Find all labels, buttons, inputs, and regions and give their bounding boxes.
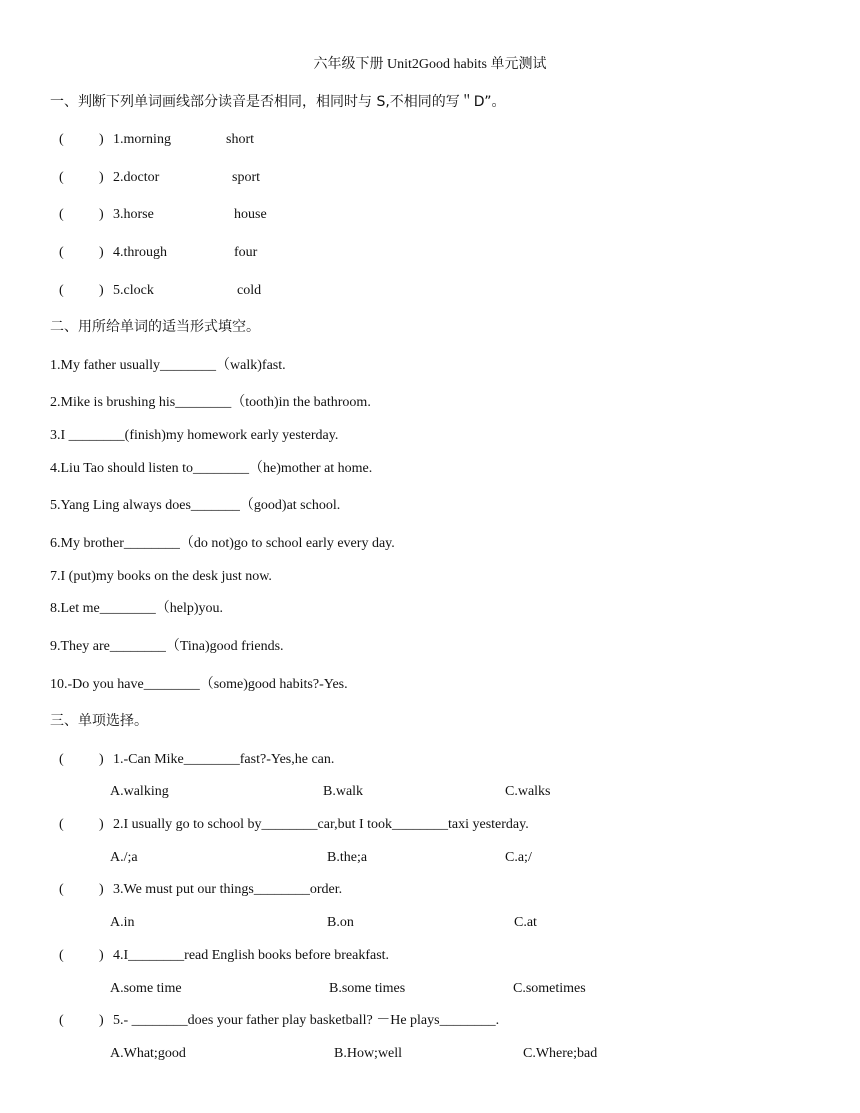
answer-paren: ( ) [59, 207, 104, 222]
option-c: C.Where;bad [523, 1046, 598, 1061]
pronunciation-word2: short [226, 132, 254, 147]
mc-question: 4.I________read English books before breakfast. [113, 948, 390, 963]
part2-heading: 二、用所给单词的适当形式填空。 [50, 319, 260, 335]
fill-blank-item: 5.Yang Ling always does_______（good)at school. [50, 498, 341, 513]
page-title: 六年级下册 Unit2Good habits 单元测试 [313, 57, 547, 72]
answer-paren: ( ) [59, 283, 104, 298]
fill-blank-item: 9.They are________（Tina)good friends. [50, 639, 284, 654]
answer-paren: ( ) [59, 245, 104, 260]
answer-paren: ( ) [59, 882, 104, 897]
option-a: A.some time [110, 981, 182, 996]
option-b: B.some times [329, 981, 406, 996]
part1-heading: 一、判断下列单词画线部分读音是否相同，相同时与 S,不相同的写＂D”。 [50, 94, 506, 110]
fill-blank-item: 7.I (put)my books on the desk just now. [50, 569, 272, 584]
fill-blank-item: 1.My father usually________（walk)fast. [50, 358, 286, 373]
answer-paren: ( ) [59, 948, 104, 963]
pronunciation-word2: cold [237, 283, 262, 298]
answer-paren: ( ) [59, 170, 104, 185]
pronunciation-word2: house [234, 207, 267, 222]
pronunciation-word2: four [234, 245, 258, 260]
pronunciation-word1: 1.morning [113, 132, 171, 147]
option-c: C.sometimes [513, 981, 586, 996]
option-a: A.What;good [110, 1046, 186, 1061]
pronunciation-word1: 4.through [113, 245, 168, 260]
fill-blank-item: 8.Let me________（help)you. [50, 601, 224, 616]
option-c: C.a;/ [505, 850, 532, 865]
fill-blank-item: 6.My brother________（do not)go to school early every day. [50, 536, 395, 551]
part3-heading: 三、单项选择。 [50, 713, 148, 729]
option-a: A.in [110, 915, 135, 930]
pronunciation-word1: 5.clock [113, 283, 154, 298]
mc-question: 3.We must put our things________order. [113, 882, 343, 897]
option-a: A.walking [110, 784, 169, 799]
mc-question: 1.-Can Mike________fast?-Yes,he can. [113, 752, 335, 767]
answer-paren: ( ) [59, 132, 104, 147]
fill-blank-item: 3.I ________(finish)my homework early yesterday. [50, 428, 339, 443]
option-b: B.How;well [334, 1046, 403, 1061]
fill-blank-item: 10.-Do you have________（some)good habits?-Yes. [50, 677, 348, 692]
option-c: C.at [514, 915, 537, 930]
pronunciation-word1: 2.doctor [113, 170, 160, 185]
option-c: C.walks [505, 784, 551, 799]
answer-paren: ( ) [59, 817, 104, 832]
option-b: B.walk [323, 784, 364, 799]
option-b: B.the;a [327, 850, 368, 865]
fill-blank-item: 2.Mike is brushing his________（tooth)in the bathroom. [50, 395, 371, 410]
pronunciation-word2: sport [232, 170, 260, 185]
mc-question: 5.- ________does your father play basketball? －He plays________. [113, 1013, 500, 1028]
answer-paren: ( ) [59, 1013, 104, 1028]
mc-question: 2.I usually go to school by________car,but I took________taxi yesterday. [113, 817, 529, 832]
pronunciation-word1: 3.horse [113, 207, 154, 222]
answer-paren: ( ) [59, 752, 104, 767]
option-a: A./;a [110, 850, 138, 865]
fill-blank-item: 4.Liu Tao should listen to________（he)mother at home. [50, 461, 373, 476]
option-b: B.on [327, 915, 354, 930]
